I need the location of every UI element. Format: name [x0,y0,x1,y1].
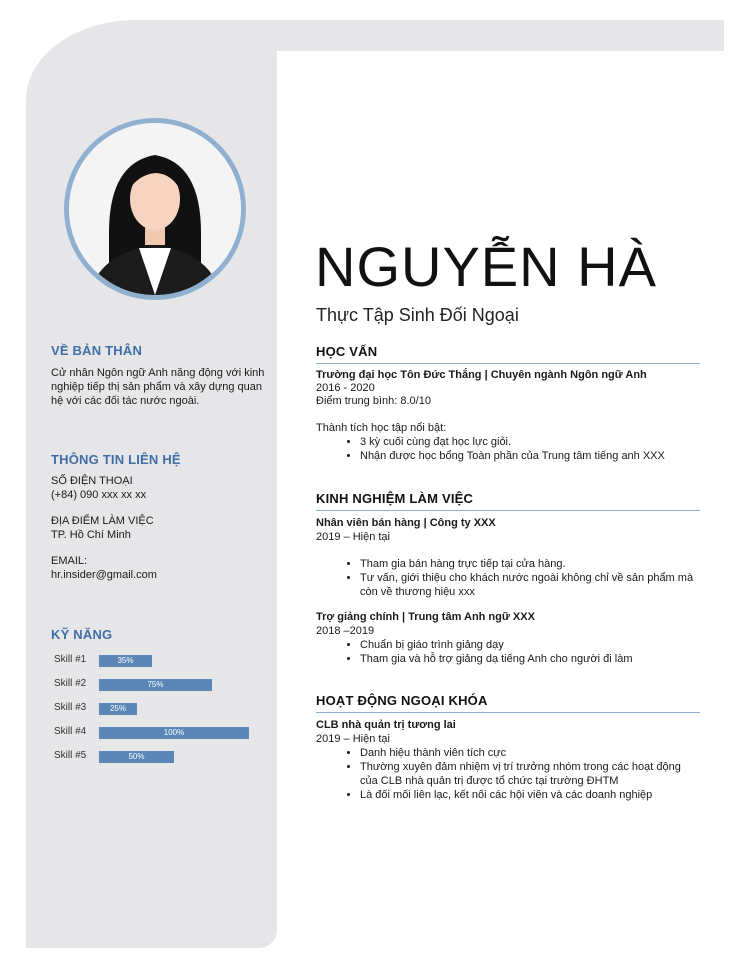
job-bullets [316,557,700,599]
list-item: • Chuẩn bị giáo trình giảng dạy [360,638,700,652]
email-label: EMAIL: [51,555,88,567]
list-item: • Danh hiệu thành viên tích cực [360,746,700,760]
job-role: Trợ giảng chính | Trung tâm Anh ngữ XXX [316,611,535,623]
list-item: • Tư vấn, giới thiệu cho khách nước ngoài không chỉ về sản phẩm mà còn về thương hiệu xxx [360,571,700,599]
list-item: • Tham gia bán hàng trực tiếp tại cửa hàng. [360,557,700,571]
top-band [150,20,724,51]
location-value: TP. Hồ Chí Minh [51,529,131,541]
skill-bar [99,751,174,763]
contact-title: THÔNG TIN LIÊN HỆ [51,452,181,467]
about-title: VỀ BẢN THÂN [51,343,143,358]
location-label: ĐỊA ĐIỂM LÀM VIỆC [51,515,154,527]
job-role: Nhân viên bán hàng | Công ty XXX [316,517,496,529]
skill-row [54,751,274,763]
education-gpa: Điểm trung bình: 8.0/10 [316,395,431,407]
education-years: 2016 - 2020 [316,382,375,394]
avatar [64,118,246,300]
skill-label: Skill #1 [54,654,87,665]
education-school-line [316,368,700,382]
list-item: • 3 kỳ cuối cùng đạt học lực giỏi. [360,435,700,449]
list-item: • Là đối mối liên lạc, kết nối các hội viên và các doanh nghiệp [360,788,700,802]
skill-bar [99,679,212,691]
activity-org: CLB nhà quản trị tương lai [316,719,456,731]
skill-row [54,727,274,739]
activity-org-line [316,718,700,732]
education-title: HỌC VẤN [316,344,700,364]
activity-period: 2019 – Hiện tại [316,733,390,745]
list-item: • Thường xuyên đảm nhiệm vị trí trưởng nhóm trong các hoạt động của CLB nhà quản trị được tổ chức tại trường ĐHTM [360,760,700,788]
list-item: • Nhận được học bổng Toàn phần của Trung tâm tiếng anh XXX [360,449,700,463]
achievements-list [316,435,700,463]
job-bullets [316,638,700,666]
job-role-line [316,516,700,530]
experience-title: KINH NGHIỆM LÀM VIỆC [316,491,700,511]
email-value: hr.insider@gmail.com [51,569,157,581]
avatar-photo [69,123,241,295]
skills-title: KỸ NĂNG [51,627,113,642]
skill-label: Skill #4 [54,726,87,737]
skill-row [54,703,274,715]
skill-row [54,655,274,667]
phone-label: SỐ ĐIỆN THOẠI [51,475,133,487]
activity-bullets [316,746,700,802]
activities-title: HOẠT ĐỘNG NGOẠI KHÓA [316,693,700,713]
about-text: Cử nhân Ngôn ngữ Anh năng động với kinh nghiệp tiếp thị sản phẩm và xây dựng quan hệ với các đối tác nước ngoài. [51,367,265,407]
achievements-label: Thành tích học tập nổi bật: [316,422,447,434]
phone-value: (+84) 090 xxx xx xx [51,489,147,501]
skill-label: Skill #3 [54,702,87,713]
corner-curve [277,51,397,161]
skill-percent: 75% [147,680,164,689]
person-name: NGUYỄN HÀ [315,235,657,298]
skill-percent: 50% [128,752,145,761]
skill-bar [99,655,152,667]
skill-label: Skill #5 [54,750,87,761]
skill-percent: 25% [109,704,126,713]
education-school: Trường đại học Tôn Đức Thắng | Chuyên ngành Ngôn ngữ Anh [316,369,647,381]
job-period: 2019 – Hiện tại [316,531,390,543]
skill-bar [99,727,249,739]
job-role-line [316,610,700,624]
skill-label: Skill #2 [54,678,87,689]
list-item: • Tham gia và hỗ trợ giảng dạ tiếng Anh cho người đi làm [360,652,700,666]
skill-bar [99,703,137,715]
skill-percent: 100% [163,728,185,737]
skill-row [54,679,274,691]
skill-percent: 35% [117,656,134,665]
job-period: 2018 –2019 [316,625,375,637]
job-title: Thực Tập Sinh Đối Ngoại [316,305,519,325]
